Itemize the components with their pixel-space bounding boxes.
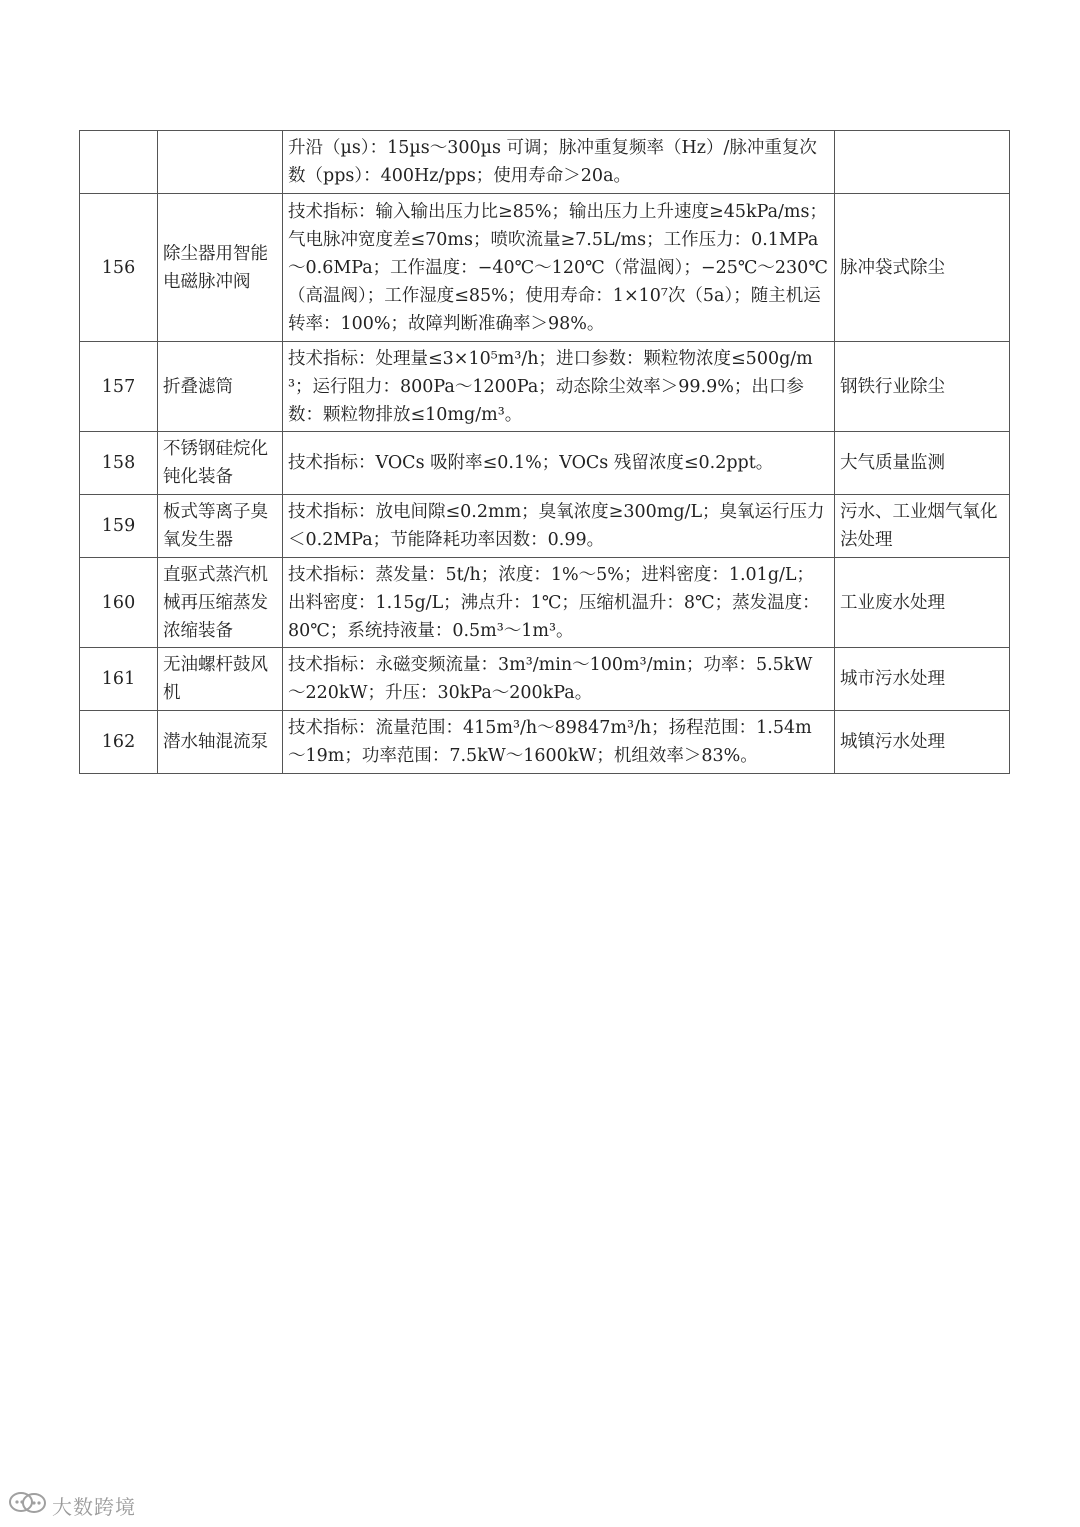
application-field: 大气质量监测	[835, 432, 1010, 495]
table-row	[80, 432, 1010, 495]
watermark	[8, 1490, 136, 1521]
equipment-name: 无油螺杆鼓风机	[158, 648, 283, 711]
table-row	[80, 194, 1010, 342]
equipment-name: 直驱式蒸汽机械再压缩蒸发浓缩装备	[158, 558, 283, 648]
equipment-spec-table	[79, 130, 1010, 774]
equipment-name: 板式等离子臭氧发生器	[158, 495, 283, 558]
equipment-name: 折叠滤筒	[158, 342, 283, 432]
technical-specs: 技术指标：蒸发量：5t/h；浓度：1%～5%；进料密度：1.01g/L；出料密度：1.15g/L；沸点升：1℃；压缩机温升：8℃；蒸发温度：80℃；系统持液量：0.5m³～1m³。	[283, 558, 835, 648]
row-number: 159	[80, 495, 158, 558]
technical-specs: 技术指标：流量范围：415m³/h～89847m³/h；扬程范围：1.54m～19m；功率范围：7.5kW～1600kW；机组效率＞83%。	[283, 711, 835, 774]
table-row	[80, 131, 1010, 194]
row-number: 162	[80, 711, 158, 774]
table-row	[80, 648, 1010, 711]
application-field: 钢铁行业除尘	[835, 342, 1010, 432]
technical-specs: 技术指标：VOCs 吸附率≤0.1%；VOCs 残留浓度≤0.2ppt。	[283, 432, 835, 495]
equipment-name	[158, 131, 283, 194]
technical-specs: 升沿（µs）：15µs～300µs 可调；脉冲重复频率（Hz）/脉冲重复次数（pps）：400Hz/pps；使用寿命＞20a。	[283, 131, 835, 194]
application-field: 工业废水处理	[835, 558, 1010, 648]
chat-bubble-logo-icon	[8, 1490, 52, 1521]
application-field: 城镇污水处理	[835, 711, 1010, 774]
table-row	[80, 495, 1010, 558]
table-row	[80, 558, 1010, 648]
application-field: 脉冲袋式除尘	[835, 194, 1010, 342]
row-number: 160	[80, 558, 158, 648]
row-number: 157	[80, 342, 158, 432]
table-row	[80, 711, 1010, 774]
equipment-name: 潜水轴混流泵	[158, 711, 283, 774]
application-field: 污水、工业烟气氧化法处理	[835, 495, 1010, 558]
application-field: 城市污水处理	[835, 648, 1010, 711]
row-number	[80, 131, 158, 194]
application-field	[835, 131, 1010, 194]
equipment-name: 除尘器用智能电磁脉冲阀	[158, 194, 283, 342]
watermark-text: 大数跨境	[52, 1495, 136, 1519]
technical-specs: 技术指标：处理量≤3×10⁵m³/h；进口参数：颗粒物浓度≤500g/m³；运行阻力：800Pa～1200Pa；动态除尘效率＞99.9%；出口参数：颗粒物排放≤10mg/m³。	[283, 342, 835, 432]
technical-specs: 技术指标：永磁变频流量：3m³/min～100m³/min；功率：5.5kW～220kW；升压：30kPa～200kPa。	[283, 648, 835, 711]
equipment-name: 不锈钢硅烷化钝化装备	[158, 432, 283, 495]
row-number: 158	[80, 432, 158, 495]
technical-specs: 技术指标：放电间隙≤0.2mm；臭氧浓度≥300mg/L；臭氧运行压力＜0.2MPa；节能降耗功率因数：0.99。	[283, 495, 835, 558]
row-number: 161	[80, 648, 158, 711]
table-row	[80, 342, 1010, 432]
row-number: 156	[80, 194, 158, 342]
technical-specs: 技术指标：输入输出压力比≥85%；输出压力上升速度≥45kPa/ms；气电脉冲宽度差≤70ms；喷吹流量≥7.5L/ms；工作压力：0.1MPa～0.6MPa；工作温度：−40℃～120℃（常温阀）；−25℃～230℃（高温阀）；工作湿度≤85%；使用寿命：1×10⁷次（5a）；随主机运转率：100%；故障判断准确率＞98%。	[283, 194, 835, 342]
